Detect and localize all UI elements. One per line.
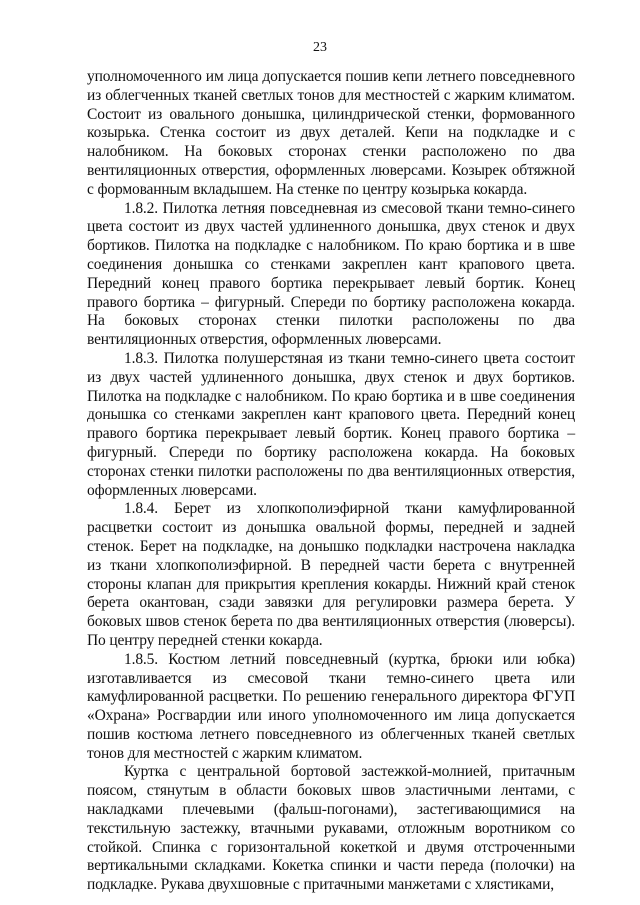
- paragraph-1-8-2: 1.8.2. Пилотка летняя повседневная из смесовой ткани темно-синего цвета состоит из двух частей удлиненного донышка, двух стенок и двух бортиков. Пилотка на подкладке с налобником. По краю бортика и в шве соединения донышка со стенками закреплен кант крапового цвета. Передний конец правого бортика перекрывает левый бортик. Конец правого бортика – фигурный. Спереди по бортику расположена кокарда. На боковых сторонах стенки пилотки расположены по два вентиляционных отверстия, оформленных люверсами.: [87, 199, 575, 349]
- paragraph-continuation: уполномоченного им лица допускается пошив кепи летнего повседневного из облегченных тканей светлых тонов для местностей с жарким климатом. Состоит из овального донышка, цилиндрической стенки, формованного козырька. Стенка состоит из двух деталей. Кепи на подкладке и с налобником. На боковых сторонах стенки расположено по два вентиляционных отверстия, оформленных люверсами. Козырек обтяжной с формованным вкладышем. На стенке по центру козырька кокарда.: [87, 68, 575, 198]
- page-number: 23: [313, 40, 327, 55]
- paragraph-1-8-3: 1.8.3. Пилотка полушерстяная из ткани темно-синего цвета состоит из двух частей удлиненного донышка, двух стенок и двух бортиков. Пилотка на подкладке с налобником. По краю бортика и в шве соединения донышка со стенками закреплен кант крапового цвета. Передний конец правого бортика перекрывает левый бортик. Конец правого бортика – фигурный. Спереди по бортику расположена кокарда. На боковых сторонах стенки пилотки расположены по два вентиляционных отверстия, оформленных люверсами.: [87, 349, 575, 499]
- paragraph-1-8-5: 1.8.5. Костюм летний повседневный (куртка, брюки или юбка) изготавливается из смесовой ткани темно-синего цвета или камуфлированной расцветки. По решению генерального директора ФГУП «Охрана» Росгвардии или иного уполномоченного им лица допускается пошив костюма летнего повседневного из облегченных тканей светлых тонов для местностей с жарким климатом.: [87, 650, 575, 762]
- paragraph-jacket: Куртка с центральной бортовой застежкой-молнией, притачным поясом, стянутым в области боковых швов эластичными лентами, с накладками плечевыми (фальш-погонами), застегивающимися на текстильную застежку, втачными рукавами, отложным воротником со стойкой. Спинка с горизонтальной кокеткой и двумя отстроченными вертикальными складками. Кокетка спинки и части переда (полочки) на подкладке. Рукава двухшовные с притачными манжетами с хлястиками,: [87, 763, 575, 894]
- paragraph-1-8-4: 1.8.4. Берет из хлопкополиэфирной ткани камуфлированной расцветки состоит из донышка овальной формы, передней и задней стенок. Берет на подкладке, на донышко подкладки настрочена накладка из ткани хлопкополиэфирной. В передней части берета с внутренней стороны клапан для прикрытия крепления кокарды. Нижний край стенок берета окантован, сзади завязки для регулировки размера берета. У боковых швов стенок берета по два вентиляционных отверстия (люверсы). По центру передней стенки кокарда.: [87, 500, 575, 649]
- document-body: [87, 68, 575, 895]
